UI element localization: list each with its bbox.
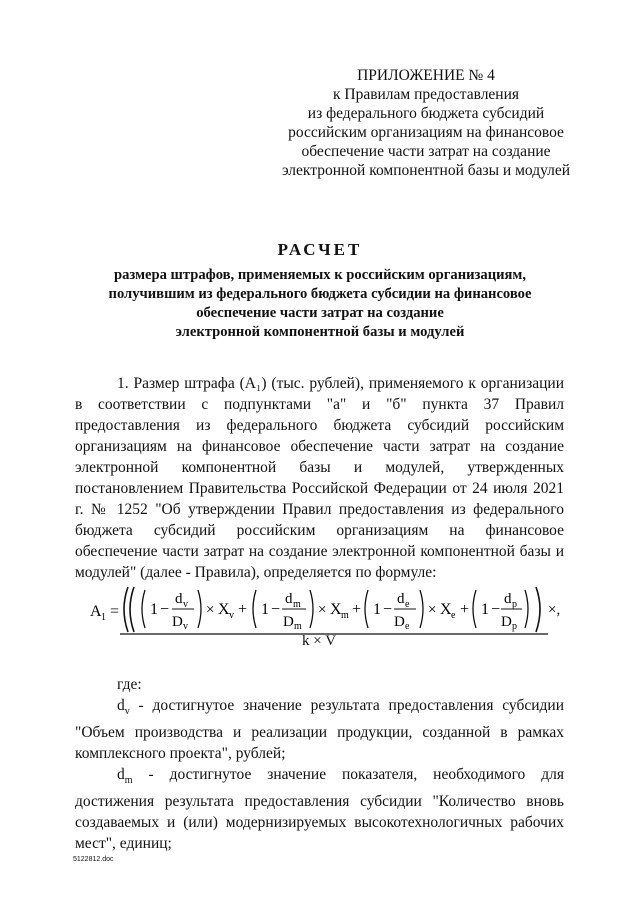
appendix-line: из федерального бюджета субсидий <box>307 105 545 122</box>
term-sub: p <box>512 599 517 610</box>
paren-close-v <box>198 590 201 628</box>
paren-open-m <box>253 590 256 628</box>
outer-paren-open-2 <box>130 587 134 632</box>
definition-item <box>75 764 564 854</box>
term-X: X <box>330 601 342 618</box>
formula-lhs-sub: 1 <box>101 612 106 623</box>
term-sub: v <box>229 610 234 621</box>
term-sub: p <box>512 621 517 632</box>
term-sub: v <box>183 621 188 632</box>
definition-sub: v <box>124 706 130 718</box>
appendix-line: к Правилам предоставления <box>332 86 520 103</box>
subtitle-line: обеспечение части затрат на создание <box>196 305 444 321</box>
subtitle-line: электронной компонентной базы и модулей <box>175 324 465 340</box>
term-d: d <box>504 591 512 607</box>
term-d: d <box>285 591 293 607</box>
paren-close-m <box>310 590 313 628</box>
appendix-line: обеспечение части затрат на создание <box>301 143 551 160</box>
formula-denominator: k × V <box>302 633 337 649</box>
times-sign: × <box>318 602 327 618</box>
formula-trail: ×, <box>548 602 561 618</box>
formula-equals: = <box>110 603 120 620</box>
where-label: где: <box>117 676 142 693</box>
outer-paren-open-1 <box>124 587 128 632</box>
term-one: 1 <box>373 601 381 618</box>
term-sub: m <box>294 621 302 632</box>
term-D: D <box>172 614 183 630</box>
term-sub: e <box>405 621 410 632</box>
appendix-header <box>262 66 590 180</box>
minus-sign: − <box>271 601 281 618</box>
paren-close-e <box>420 590 423 628</box>
definition-sub: m <box>124 775 133 787</box>
term-sub: m <box>341 610 349 621</box>
appendix-line: российским организациям на финансовое <box>288 124 564 141</box>
appendix-line: электронной компонентной базы и модулей <box>281 162 571 179</box>
minus-sign: − <box>491 601 501 618</box>
paren-open-e <box>365 590 368 628</box>
plus-sign: + <box>352 601 362 618</box>
times-sign: × <box>428 602 437 618</box>
definition-text: - достигнутое значение результата предоставления субсидии "Объем производства и реализации продукции, созданной в рамках комплексного проекта", рублей; <box>75 697 564 763</box>
definition-text: - достигнутое значение показателя, необходимого для достижения результата предоставления субсидии "Количество вновь создаваемых и (или) модернизируемых высокотехнологичных рабочих мест", единиц; <box>75 766 564 853</box>
term-X: X <box>440 601 452 618</box>
minus-sign: − <box>383 601 393 618</box>
term-sub: m <box>293 599 301 610</box>
definition-symbol: d <box>117 697 125 714</box>
plus-sign: + <box>460 601 470 618</box>
subtitle-line: получившим из федерального бюджета субсидии на финансовое <box>108 286 532 302</box>
formula-lhs: A <box>90 603 102 620</box>
term-sub: v <box>183 599 188 610</box>
definition-symbol: d <box>117 766 125 784</box>
term-one: 1 <box>481 601 489 618</box>
term-D: D <box>501 614 512 630</box>
minus-sign: − <box>160 601 170 618</box>
times-sign: × <box>206 602 215 618</box>
paren-open-v <box>142 590 145 628</box>
plus-sign: + <box>238 601 248 618</box>
term-D: D <box>283 614 294 630</box>
term-X: X <box>218 601 230 618</box>
document-title: РАСЧЕТ <box>277 240 363 259</box>
term-sub: e <box>451 610 456 621</box>
term-d: d <box>175 591 183 607</box>
term-one: 1 <box>150 601 158 618</box>
appendix-line: ПРИЛОЖЕНИЕ № 4 <box>357 67 495 84</box>
footer-filename: 5122812.doc <box>73 856 114 863</box>
term-d: d <box>397 591 405 607</box>
paren-open-p <box>473 590 476 628</box>
document-subtitle <box>70 266 570 342</box>
term-D: D <box>394 614 405 630</box>
outer-paren-close <box>536 587 540 632</box>
definition-item <box>75 695 564 764</box>
term-one: 1 <box>261 601 269 618</box>
definitions <box>75 695 564 854</box>
paragraph-1: 1. Размер штрафа (А₁) (тыс. рублей), применяемого к организации в соответствии с подпунктами "а" и "б" пункта 37 Правил предоставления из федерального бюджета субсидий российским организациям на финансовое обеспечение части затрат на создание электронной компонентной базы и модулей, утвержденных постановлением Правительства Российской Федерации от 24 июля 2021 г. № 1252 "Об утверждении Правил предоставления из федерального бюджета субсидий российским организациям на финансовое обеспечение части затрат на создание электронной компонентной базы и модулей" (далее - Правила), определяется по формуле: <box>75 375 564 581</box>
subtitle-line: размера штрафов, применяемых к российским организациям, <box>114 267 526 283</box>
term-sub: e <box>405 599 410 610</box>
